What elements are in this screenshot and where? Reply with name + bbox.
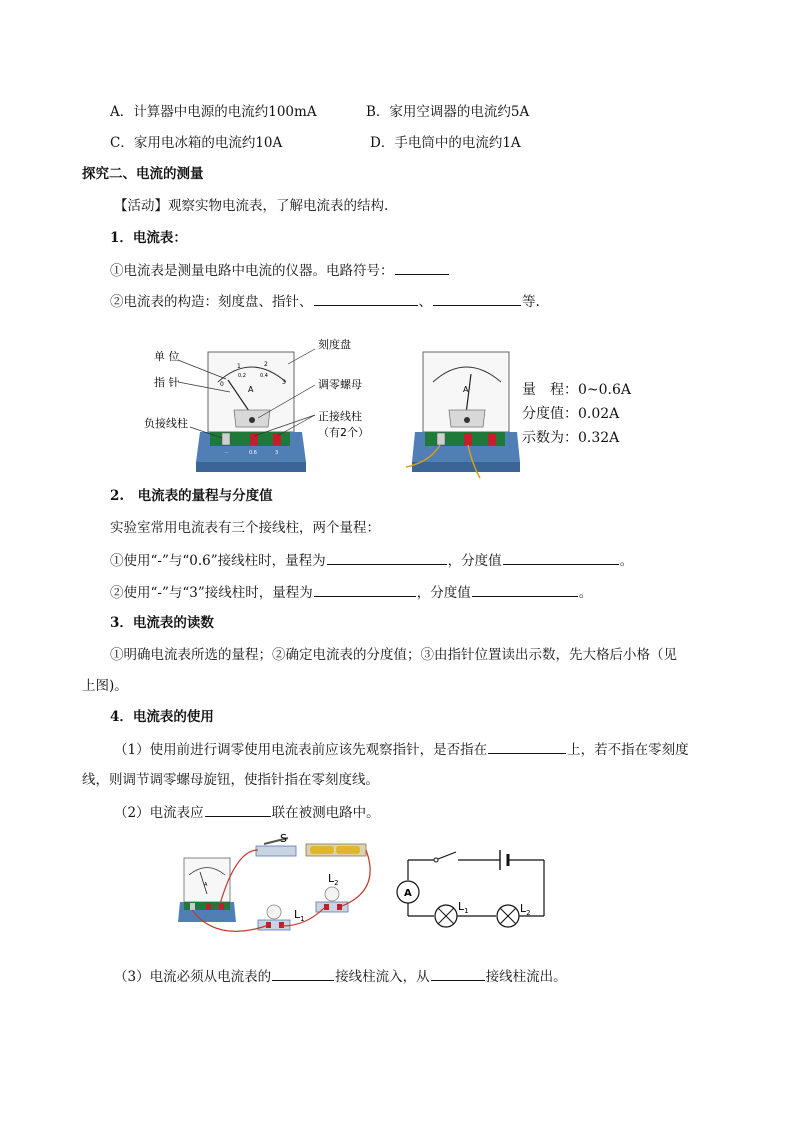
heading-2: 2. 电流表的量程与分度值 [110, 488, 273, 504]
schematic-bulb2-sub: 2 [526, 909, 531, 917]
meter-unit: A [463, 385, 469, 394]
answer-blank[interactable] [272, 966, 334, 981]
paragraph-2a-end: 。 [619, 553, 634, 569]
label-positive-count: （有2个） [318, 426, 369, 439]
label-dial: 刻度盘 [318, 338, 351, 351]
paragraph-4d [114, 966, 567, 987]
bulb2-label [328, 872, 339, 887]
ammeter-right [406, 352, 520, 478]
paragraph-4d-end: 接线柱流出。 [485, 969, 567, 985]
option-b: B．家用空调器的电流约5A [366, 104, 530, 120]
paragraph-2a-pre: ①使用“-”与“0.6”接线柱时，量程为 [110, 553, 326, 569]
schematic-bulb1-letter: L [458, 900, 465, 913]
activity-text: 【活动】观察实物电流表，了解电流表的结构. [114, 198, 389, 214]
answer-blank[interactable] [472, 582, 578, 597]
paragraph-3a: ①明确电流表所选的量程；②确定电流表的分度值；③由指针位置读出示数，先大格后小格（见 [110, 647, 677, 663]
terminal-label: 0.6 [249, 450, 257, 456]
answer-blank[interactable] [205, 802, 271, 817]
ammeter-symbol: A [404, 888, 412, 899]
paragraph-2b [110, 582, 592, 603]
meter-reading: 示数为：0.32A [522, 430, 620, 446]
paragraph-1b [110, 291, 540, 312]
scale-label: 3 [282, 379, 286, 386]
paragraph-4c [114, 802, 380, 823]
bulb1-sub: 1 [300, 915, 305, 923]
paragraph-1b-pre: ②电流表的构造：刻度盘、指针、 [110, 294, 313, 310]
meter-unit: A [204, 882, 208, 888]
scale-label: 0.2 [238, 373, 246, 379]
paragraph-2b-mid: ，分度值 [416, 585, 471, 601]
paragraph-4b: 线，则调节调零螺母旋钮，使指针指在零刻度线。 [82, 772, 379, 788]
bulb2-sub: 2 [334, 879, 339, 887]
heading-1: 1．电流表： [110, 230, 187, 246]
scale-label: 0.4 [260, 373, 268, 379]
paragraph-4a [114, 739, 689, 760]
paragraph-1b-mid: 、 [418, 294, 432, 310]
bulb2-letter: L [328, 872, 335, 885]
switch-label: S [280, 832, 287, 845]
paragraph-1b-end: 等. [522, 294, 540, 310]
answer-blank[interactable] [314, 291, 418, 306]
option-d: D．手电筒中的电流约1A [370, 135, 521, 151]
answer-blank[interactable] [503, 550, 619, 565]
paragraph-2a-mid: ，分度值 [447, 553, 502, 569]
answer-blank[interactable] [431, 966, 485, 981]
circuit-figure [176, 830, 556, 945]
ammeter-figure [140, 332, 520, 482]
terminal-label: 3 [275, 450, 279, 456]
bulb1-letter: L [294, 908, 301, 921]
schematic-bulb2-letter: L [520, 902, 527, 915]
label-unit: 单 位 [154, 350, 180, 363]
answer-blank[interactable] [488, 739, 566, 754]
paragraph-1a-text: ①电流表是测量电路中电流的仪器。电路符号： [110, 263, 394, 279]
answer-blank[interactable] [433, 291, 521, 306]
meter-division: 分度值：0.02A [522, 406, 620, 422]
paragraph-4a-end: 上，若不指在零刻度 [567, 742, 689, 758]
meter-unit: A [248, 385, 254, 394]
schematic-bulb1-label [458, 900, 469, 915]
option-c: C．家用电冰箱的电流约10A [110, 135, 283, 151]
label-negative-terminal: 负接线柱 [144, 417, 188, 430]
circuit-schematic [397, 850, 544, 927]
scale-label: 0 [220, 381, 224, 388]
schematic-bulb2-label [520, 902, 531, 917]
paragraph-4d-pre: （3）电流必须从电流表的 [114, 969, 272, 985]
ammeter-left [144, 337, 369, 472]
label-zero-adjust: 调零螺母 [318, 378, 362, 391]
label-positive-terminal: 正接线柱 [318, 410, 362, 423]
scale-label: 2 [264, 361, 268, 368]
schematic-bulb1-sub: 1 [464, 907, 469, 915]
heading-4: 4．电流表的使用 [110, 709, 214, 725]
bulb1-label [294, 908, 305, 923]
paragraph-4c-pre: （2）电流表应 [114, 805, 204, 821]
paragraph-4c-end: 联在被测电路中。 [271, 805, 380, 821]
label-needle: 指 针 [154, 376, 180, 389]
paragraph-3b: 上图)。 [82, 678, 128, 694]
paragraph-4a-pre: （1）使用前进行调零使用电流表前应该先观察指针，是否指在 [114, 742, 488, 758]
paragraph-4d-mid: 接线柱流入，从 [335, 969, 430, 985]
paragraph-2b-pre: ②使用“-”与“3”接线柱时，量程为 [110, 585, 313, 601]
option-a: A．计算器中电源的电流约100mA [110, 104, 317, 120]
paragraph-2: 实验室常用电流表有三个接线柱，两个量程： [110, 520, 380, 536]
answer-blank[interactable] [327, 550, 447, 565]
paragraph-2b-end: 。 [578, 585, 593, 601]
paragraph-1a [110, 260, 450, 281]
heading-3: 3．电流表的读数 [110, 615, 214, 631]
scale-label: 1 [237, 363, 241, 370]
physical-circuit [178, 832, 370, 931]
meter-range: 量 程：0~0.6A [522, 382, 632, 398]
answer-blank[interactable] [395, 260, 449, 275]
answer-blank[interactable] [314, 582, 416, 597]
section-title: 探究二、电流的测量 [82, 166, 204, 182]
paragraph-2a [110, 550, 633, 571]
terminal-label: － [224, 450, 230, 456]
